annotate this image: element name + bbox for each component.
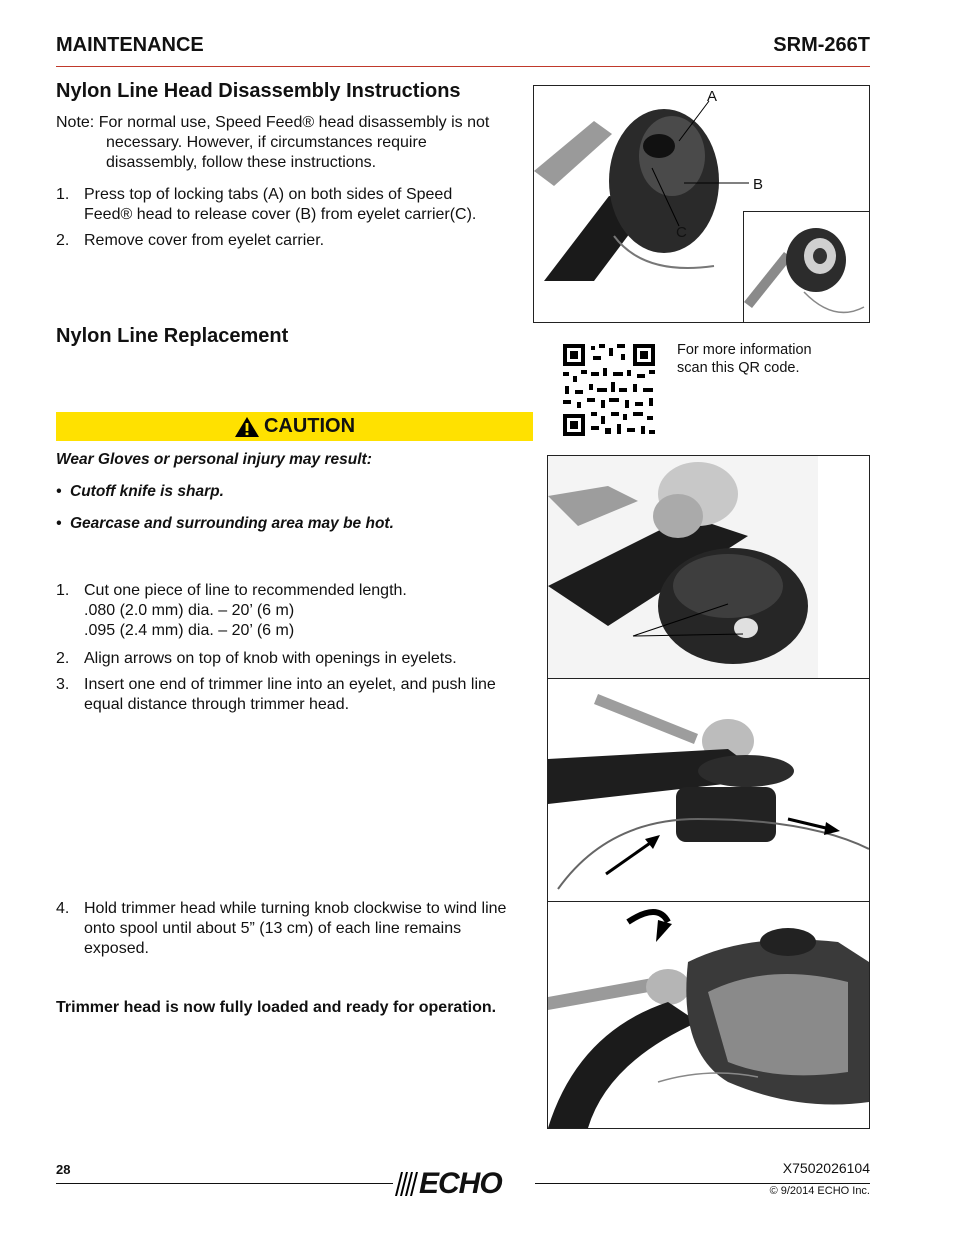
wind-line-illustration [548,902,869,1128]
step-text: Hold trimmer head while turning knob clockwise to wind line [84,900,507,917]
replacement-heading: Nylon Line Replacement [56,325,289,347]
step-text: exposed. [84,940,149,957]
step-text: .080 (2.0 mm) dia. – 20’ (6 m) [84,602,295,619]
section-title: MAINTENANCE [56,34,204,56]
step-text: Press top of locking tabs (A) on both sides of Speed [84,186,453,203]
detail-inset-illustration [744,212,870,323]
qr-caption-line-1: For more information [677,342,812,358]
echo-logo [393,1168,535,1200]
bullet-marker: • [56,483,62,500]
step-number: 2. [56,650,70,667]
disassembly-heading: Nylon Line Head Disassembly Instructions [56,80,461,102]
step-number: 1. [56,186,70,203]
part-number: X7502026104 [782,1160,870,1176]
detail-inset [743,211,870,323]
step-text: Feed® head to release cover (B) from eyelet carrier(C). [84,206,477,223]
warning-bullet: Gearcase and surrounding area may be hot. [70,515,394,532]
copyright: © 9/2014 ECHO Inc. [769,1185,870,1197]
insert-line-illustration [548,679,869,902]
caution-banner [56,412,533,441]
step-text: Remove cover from eyelet carrier. [84,232,325,249]
align-arrows-figure [547,455,870,680]
page-number: 28 [56,1162,71,1177]
final-note: Trimmer head is now fully loaded and ready for operation. [56,999,497,1016]
logo-stripes-icon [393,1171,419,1197]
brand-wordmark: ECHO [419,1167,502,1200]
label-a: A [707,88,718,105]
step-text: onto spool until about 5” (13 cm) of each line remains [84,920,462,937]
warning-intro: Wear Gloves or personal injury may result: [56,451,372,468]
step-number: 1. [56,582,70,599]
step-text: Align arrows on top of knob with openings in eyelets. [84,650,457,667]
disassembly-figure [533,85,870,323]
header-rule [56,66,870,67]
qr-code-icon[interactable] [561,342,657,438]
insert-line-figure [547,678,870,903]
step-number: 3. [56,676,70,693]
note-line-3: disassembly, follow these instructions. [106,154,377,171]
step-number: 2. [56,232,70,249]
step-number: 4. [56,900,70,917]
warning-bullet: Cutoff knife is sharp. [70,483,224,500]
step-text: Cut one piece of line to recommended length. [84,582,407,599]
step-text: equal distance through trimmer head. [84,696,350,713]
note-line-1: Note: For normal use, Speed Feed® head disassembly is not [56,114,490,131]
step-text: .095 (2.4 mm) dia. – 20’ (6 m) [84,622,295,639]
caution-label: CAUTION [263,415,356,437]
label-c: C [676,224,687,241]
warning-triangle-icon [234,416,260,438]
step-text: Insert one end of trimmer line into an eyelet, and push line [84,676,496,693]
bullet-marker: • [56,515,62,532]
qr-caption-line-2: scan this QR code. [677,360,800,376]
note-line-2: necessary. However, if circumstances require [106,134,427,151]
align-arrows-illustration [548,456,869,679]
label-b: B [753,176,764,193]
wind-line-figure [547,901,870,1129]
model-number: SRM-266T [773,34,870,56]
